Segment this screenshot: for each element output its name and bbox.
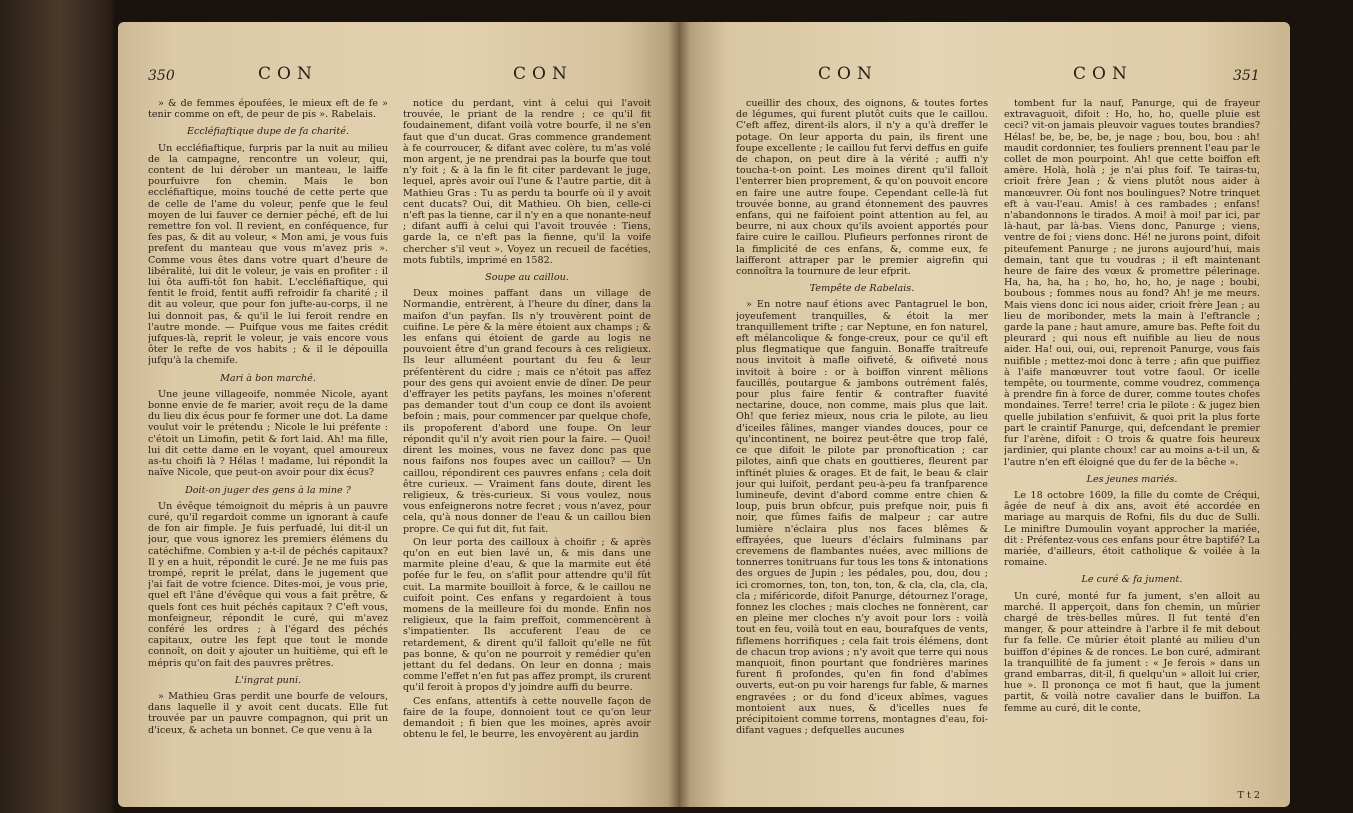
text-paragraph: tombent fur la nauf, Panurge, qui de frayeur extravaguoit, difoit : Ho, ho, ho, quelle pluie est ceci? vit-on jamais pleuvoir vagues toutes brandies? Hélas! be, be, be, be, je nage ; bou, bou, bou : ah! maudit cordonnier, tes fouliers prennent l'eau par le collet de mon pourpoint. Ah! que cette boiffon eft amère. Holà, holà ; je n'ai plus foif. Te tairas-tu, crioit frère Jean ; & viens plutôt nous aider à manœuvrer. Où font nos boulingues? Notre trinquet eft à vau-l'eau. Amis! à ces rambades ; enfans! n'abandonnons le tirados. A moi! à moi! par ici, par là-haut, par là-bas. Viens donc, Panurge ; viens, ventre de foi ; viens donc. Hé! ne jurons point, difoit piteufement Panurge ; ne jurons aujourd'hui, mais demain, tant que tu voudras ; il eft maintenant heure de faire des vœux & promettre pélerinage. Ha, ha, ha, ha ; ho, ho, ho, ho, je nage ; boubi, boubous ; fommes nous au fond? Ah! je me meurs. Mais viens donc ici nous aider, crioit frère Jean ; au lieu de moribonder, mets la main à l'eftrancle ; garde la pane ; haut amure, amure bas. Pefte foit du pleurard ; qui nous eft nuifible au lieu de nous aider. Ha! oui, oui, oui, reprenoit Panurge, vous fais nuifible ; mettez-moi donc à terre ; afin que puiffiez à l'aife manœuvrer tout votre faoul. Or icelle tempête, ou tourmente, comme voudrez, commença à prendre fin à force de durer, comme toutes chofes mondaines. Terre! terre! cria le pilote : & jugez bien quelle jubilation s'enfuivit, & quoi prit la plus forte part le craintif Panurge, qui, defcendant le premier fur l'arène, difoit : O trois & quatre fois heureux jardinier, qui plante choux! car au moins a-t-il un, & l'autre n'en eft éloigné que du fer de la bêche ». bbox=[1004, 98, 1260, 468]
left-page bbox=[118, 22, 678, 807]
text-paragraph: notice du perdant, vint à celui qui l'avoit trouvée, le priant de la rendre ; ce qu'il fit foudainement, difant voilà votre bourfe, il ne s'en faut que d'un ducat. Gras commence grandement à fe courroucer, & difant avec colère, tu m'as volé mon argent, je ne prendrai pas la bourfe que tout n'y foit ; & à la fin le fit citer pardevant le juge, lequel, après avoir ouï l'une & l'autre partie, dit à Mathieu Gras : Tu as perdu ta bourfe où il y avoit cent ducats? Oui, dit Mathieu. Oh bien, celle-ci n'eft pas la tienne, car il n'y en a que nonante-neuf ; difant auffi à celui qui l'avoit trouvée : Tiens, garde la, ce n'eft pas la fienne, qu'il la voife chercher s'il veut ». Voyez un recueil de facéties, mots fubtils, imprimé en 1582. bbox=[403, 98, 651, 266]
text-paragraph: » & de femmes époufées, le mieux eft de fe » tenir comme on eft, de peur de pis ». Rabelais. bbox=[148, 98, 388, 121]
book-gutter bbox=[668, 22, 690, 807]
left-running-head-2: CON bbox=[513, 64, 573, 84]
right-running-head-2: CON bbox=[1073, 64, 1133, 84]
section-title: Tempête de Rabelais. bbox=[809, 283, 915, 295]
left-page-number: 350 bbox=[148, 68, 175, 84]
right-page-column-1 bbox=[736, 98, 988, 787]
section-title: Les jeunes mariés. bbox=[1086, 473, 1178, 485]
section-title: Doit-on juger des gens à la mine ? bbox=[185, 484, 351, 496]
text-paragraph: Un curé, monté fur fa jument, s'en alloit au marché. Il apperçoit, dans fon chemin, un mûrier chargé de très-belles mûres. Il fut tenté d'en manger, & pour atteindre à l'arbre il fe mit debout fur fa felle. Ce mûrier étoit planté au milieu d'un buiffon d'épines & de ronces. Le bon curé, admirant la tranquillité de fa jument : « Je ferois » dans un grand embarras, dit-il, fi quelqu'un » alloit lui crier, hue ». Il prononça ce mot fi haut, que la jument partit, & voilà notre cavalier dans le buiffon. La femme au curé, dit le conte, bbox=[1004, 590, 1260, 714]
text-paragraph: Un évêque témoignoit du mépris à un pauvre curé, qu'il regardoit comme un ignorant à caufe de fon air fimple. Je fuis perfuadé, lui dit-il un jour, que vous ignorez les premiers élémens du catéchifme. Combien y a-t-il de péchés capitaux? Il y en a huit, répondit le curé. Je ne me fuis pas trompé, reprit le prélat, dans le jugement que j'ai fait de votre fcience. Dites-moi, je vous prie, quel eft l'âne d'évêque qui vous a fait prêtre, & quels font ces huit péchés capitaux ? C'eft vous, monfeigneur, répondit le curé, qui m'avez conféré les ordres ; à l'égard des péchés capitaux, outre les fept que tout le monde connoît, on doit y ajouter un huitième, qui eft le mépris qu'on fait des pauvres prêtres. bbox=[148, 500, 388, 669]
right-page-header bbox=[678, 62, 1290, 92]
section-title: Le curé & fa jument. bbox=[1081, 574, 1183, 586]
right-page-column-2 bbox=[1004, 98, 1260, 787]
left-running-head-1: CON bbox=[258, 64, 318, 84]
section-title: Eccléfiaftique dupe de fa charité. bbox=[186, 126, 350, 138]
text-paragraph: Deux moines paffant dans un village de Normandie, entrèrent, à l'heure du dîner, dans la maifon d'un payfan. Ils n'y trouvèrent point de cuifine. Le père & la mère étoient aux champs ; & les enfans qui étoient de garde au logis ne pouvoient être d'un grand fecours à ces religieux. Ils leur alluméent pourtant du feu & leur préfentèrent du cidre ; mais ce n'étoit pas affez pour des gens qui avoient envie de dîner. De peur d'effrayer les petits payfans, les moines n'oferent pas demander tout d'un coup ce dont ils avoient befoin ; mais, pour commencer par quelque chofe, ils propoferent d'abord une foupe. On leur répondit qu'il n'y avoit rien pour la faire. — Quoi! dirent les moines, vous ne favez donc pas que nous faifons nos foupes avec un caillou? — Un caillou, répondirent ces pauvres enfans ; cela doit être curieux. — Vraiment fans doute, dirent les religieux, & très-curieux. Si vous voulez, nous vous enfeignerons notre fecret ; vous n'avez, pour cela, qu'à nous donner de l'eau & un caillou bien propre. Ce qui fut dit, fut fait. bbox=[403, 288, 651, 535]
text-paragraph: Le 18 octobre 1609, la fille du comte de Créqui, âgée de neuf à dix ans, avoit été accordée en mariage au marquis de Rofni, fils du duc de Sulli. Le miniftre Dumoulin voyant approcher la mariée, dit : Préfentez-vous ces enfans pour être baptifé? La mariée, d'ailleurs, étoit catholique & voilée à la romaine. bbox=[1004, 489, 1260, 569]
right-page bbox=[678, 22, 1290, 807]
left-page-column-2 bbox=[403, 98, 651, 787]
text-paragraph: » En notre nauf étions avec Pantagruel le bon, joyeufement tranquilles, & étoit la mer tranquillement trifte ; car Neptune, en fon naturel, eft mélancolique & fonge-creux, pour ce qu'il eft plus flegmatique que fanguin. Bonaffe traîtreufe nous invitoit à mafle oifiveté, & oifiveté nous invitoit à boire : or à boiffon vinrent mêlions faucillés, poutargue & jambons outrément falés, pour plus faire fentir & contrafter fuavité nectarine, douce, non comme, mais plus que lait. Oh! que feriez mieux, nous cria le pilote, au lieu d'iceiles fâlines, manger viandes douces, pour ce qu'incontinent, ne boirez peut-être que trop falé, ce que difoit le pilote par pronoftication ; car pilotes, ainfi que chats en gouttieres, fleurent par inftinét pluies & orages. Et de fait, le beau & clair jour qui luifoit, perdant peu-à-peu fa tranfparence lumineufe, devint d'abord comme entre chien & loup, puis brun obfcur, puis prefque noir, puis fi noir, que fûmes faifis de malpeur ; car autre lumière n'éclaira plus nos faces blêmes & effrayées, que lueurs d'éclairs fulminans par crevemens de flambantes nuées, avec millions de tonnerres tonitruans fur tous les tons & intonations des orgues de Jupin ; les pédales, pou, dou, dou ; ici cromornes, ton, ton, ton, ton, & cla, cla, cla, cla, cla ; miféricorde, difoit Panurge, détournez l'orage, fonnez les cloches ; mais cloches ne fonnèrent, car en pleine mer cloches n'y avoit pour lors : voilà tout en feu, voilà tout en eau, bourafques de vents, fiflemens horrifiques ; cela fait trois élémens, dont de chacun trop avions ; n'y avoit que terre qui nous manquoit, finon pourtant que fondrières marines furent fi profondes, qu'en fin fond d'abîmes ouverts, eut-on pu voir harengs fur fable, & marnes engravées ; or du fond d'iceux abîmes, vagues montoient aux nues, & d'icelles nues fe précipitoient comme torrens, montagnes d'eau, foi-difant vagues ; defquelles aucunes bbox=[736, 299, 988, 737]
left-page-header bbox=[118, 62, 678, 92]
text-paragraph: Un eccléfiaftique, furpris par la nuit au milieu de la campagne, rencontre un voleur, qui, content de lui dérober un manteau, le laiffe pourfuivre fon chemin. Mais le bon eccléfiaftique, moins touché de cette perte que de celle de l'ame du voleur, penfe que le feul moyen de lui fauver ce dernier péché, eft de lui remettre fon vol. Il revient, en conféquence, fur fes pas, & dit au voleur, « Mon ami, je vous fuis prefent du manteau que vous m'avez pris ». Comme vous êtes dans votre quart d'heure de libéralité, lui dit le voleur, je vais en profiter : il lui ôta auffi-tôt fon habit. L'eccléfiaftique, qui fentit le froid, fentit auffi refroidir fa charité ; il dit au voleur, que pour fon jufte-au-corps, il ne lui donnoit pas, & qu'il le lui feroit rendre en l'autre monde. — Puifque vous me faites crédit jufques-là, reprit le voleur, je vais encore vous ôter le refte de vos habits ; & il le dépouilla jufqu'à la chemife. bbox=[148, 142, 388, 367]
left-page-column-1 bbox=[148, 98, 388, 787]
section-title: Mari à bon marché. bbox=[220, 372, 316, 384]
text-paragraph: Ces enfans, attentifs à cette nouvelle façon de faire de la foupe, donnoient tout ce qu'on leur demandoit ; fi bien que les moines, après avoir obtenu le fel, le beurre, les envoyèrent au jardin bbox=[403, 695, 651, 741]
right-page-number: 351 bbox=[1233, 68, 1260, 84]
text-paragraph: » Mathieu Gras perdit une bourfe de velours, dans laquelle il y avoit cent ducats. Elle fut trouvée par un pauvre compagnon, qui prit un d'iceux, & acheta un bonnet. Ce que venu à la bbox=[148, 690, 388, 736]
page-signature: T t 2 bbox=[1237, 790, 1260, 801]
section-title: L'ingrat puni. bbox=[234, 674, 302, 686]
section-title: Soupe au caillou. bbox=[485, 272, 569, 284]
text-paragraph: On leur porta des cailloux à choifir ; & après qu'on en eut bien lavé un, & mis dans une marmite pleine d'eau, & que la marmite eut été pofée fur le feu, on s'aflit pour attendre qu'il fût cuit. La marmite bouilloit à force, & le caillou ne cuifoit point. Ces enfans y regardoient à tous momens de la meilleure foi du monde. Enfin nos religieux, que la faim preffoit, commencèrent à s'impatienter. Ils accuferent l'eau de ce retardement, & dirent qu'il falloit qu'elle ne fût pas bonne, & qu'on ne pourroit y remédier qu'en jettant du fel dedans. On leur en donna ; mais comme l'effet n'en fut pas affez prompt, ils crurent qu'il feroit à propos d'y joindre auffi du beurre. bbox=[403, 536, 651, 694]
right-running-head-1: CON bbox=[818, 64, 878, 84]
text-paragraph: cueillir des choux, des oignons, & toutes fortes de légumes, qui furent plutôt cuits que le caillou. C'eft affez, dirent-ils alors, il n'y a qu'à dreffer le potage. On leur apporta du pain, ils firent une foupe excellente ; le caillou fut fervi deffus en guife de chapon, on peut dire à la vérité ; auffi n'y toucha-t-on point. Les moines dirent qu'il falloit l'enterrer bien proprement, & qu'on pouvoit encore en faire une autre foupe. Cependant celle-là fut trouvée bonne, au grand étonnement des pauvres enfans, qui ne faifoient point attention au fel, au beurre, ni aux choux qu'ils avoient apportés pour faire cuire le caillou. Plufieurs perfonnes riront de la fimplicité de ces enfans, &, comme eux, fe laifferont attraper par le premier aigrefin qui connoîtra la tournure de leur efprit. bbox=[736, 98, 988, 278]
text-paragraph: Une jeune villageoife, nommée Nicole, ayant bonne envie de fe marier, avoit reçu de la dame du lieu dix écus pour fe former une dot. La dame voulut voir le prétendu ; Nicole le lui préfente : c'étoit un Limofin, petit & fort laid. Ah! ma fille, lui dit cette dame en le voyant, quel amoureux as-tu choifi là ? Hélas ! madame, lui répondit la naïve Nicole, que peut-on avoir pour dix écus? bbox=[148, 388, 388, 479]
